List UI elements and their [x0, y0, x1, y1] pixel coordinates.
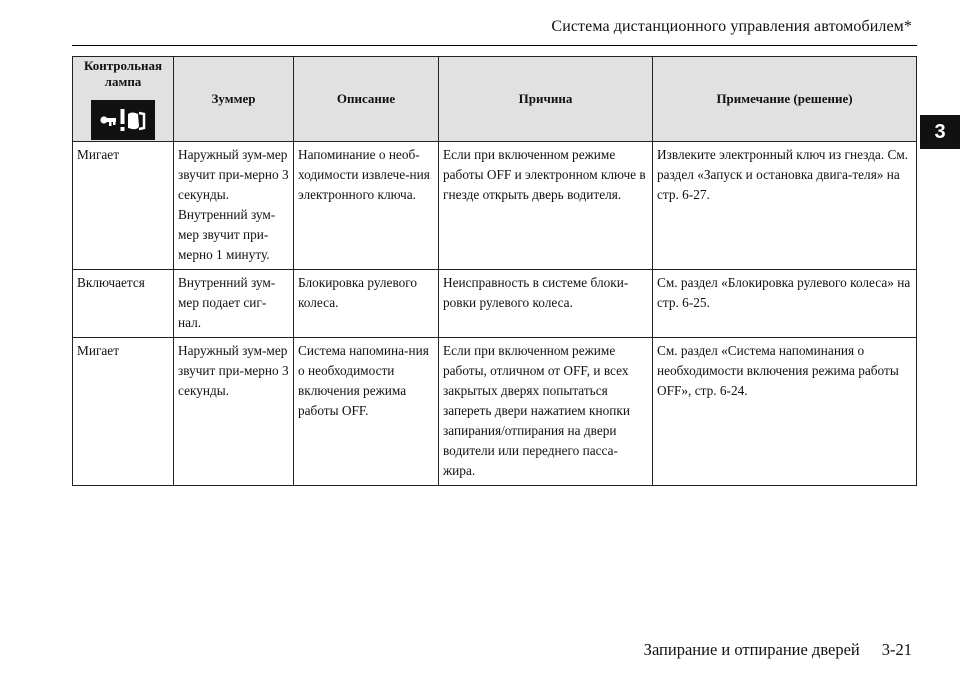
cell-lamp: Включается	[73, 270, 174, 338]
cell-description: Система напомина-ния о необходимости включения режима работы OFF.	[294, 338, 439, 486]
cell-cause: Неисправность в системе блоки-ровки рулевого колеса.	[439, 270, 653, 338]
cell-buzzer: Внутренний зум-мер подает сиг-нал.	[174, 270, 294, 338]
cell-description: Блокировка рулевого колеса.	[294, 270, 439, 338]
indicator-table	[72, 56, 917, 486]
column-header-buzzer: Зуммер	[174, 57, 294, 142]
column-header-description: Описание	[294, 57, 439, 142]
table-row	[73, 338, 917, 486]
table-row	[73, 270, 917, 338]
cell-buzzer: Наружный зум-мер звучит при-мерно 3 секунды. Внутренний зум-мер звучит при-мерно 1 минуту.	[174, 142, 294, 270]
footer-section-title: Запирание и отпирание дверей	[643, 640, 860, 659]
cell-cause: Если при включенном режиме работы OFF и электронном ключе в гнезде открыть дверь водителя.	[439, 142, 653, 270]
chapter-tab[interactable]: 3	[920, 115, 960, 149]
cell-remedy: См. раздел «Система напоминания о необходимости включения режима работы OFF», стр. 6-24.	[653, 338, 917, 486]
cell-buzzer: Наружный зум-мер звучит при-мерно 3 секунды.	[174, 338, 294, 486]
cell-remedy: Извлеките электронный ключ из гнезда. См. раздел «Запуск и остановка двига-теля» на стр. 6-27.	[653, 142, 917, 270]
page-number: 3-21	[881, 640, 912, 659]
header-divider	[72, 45, 917, 46]
column-header-lamp	[73, 57, 174, 142]
cell-remedy: См. раздел «Блокировка рулевого колеса» на стр. 6-25.	[653, 270, 917, 338]
cell-lamp: Мигает	[73, 142, 174, 270]
column-header-lamp-label: Контрольная лампа	[83, 58, 163, 89]
cell-description: Напоминание о необ-ходимости извлече-ния электронного ключа.	[294, 142, 439, 270]
table-row	[73, 142, 917, 270]
column-header-cause: Причина	[439, 57, 653, 142]
cell-lamp: Мигает	[73, 338, 174, 486]
page-footer	[644, 640, 912, 660]
table-header-row	[73, 57, 917, 142]
page-header-title: Система дистанционного управления автомобилем*	[551, 18, 912, 35]
cell-cause: Если при включенном режиме работы, отличном от OFF, и всех закрытых дверях попытаться запереть двери нажатием кнопки запирания/отпирания на двери водители или переднего пасса-жира.	[439, 338, 653, 486]
column-header-remedy: Примечание (решение)	[653, 57, 917, 142]
key-warning-lamp-icon	[91, 100, 155, 140]
